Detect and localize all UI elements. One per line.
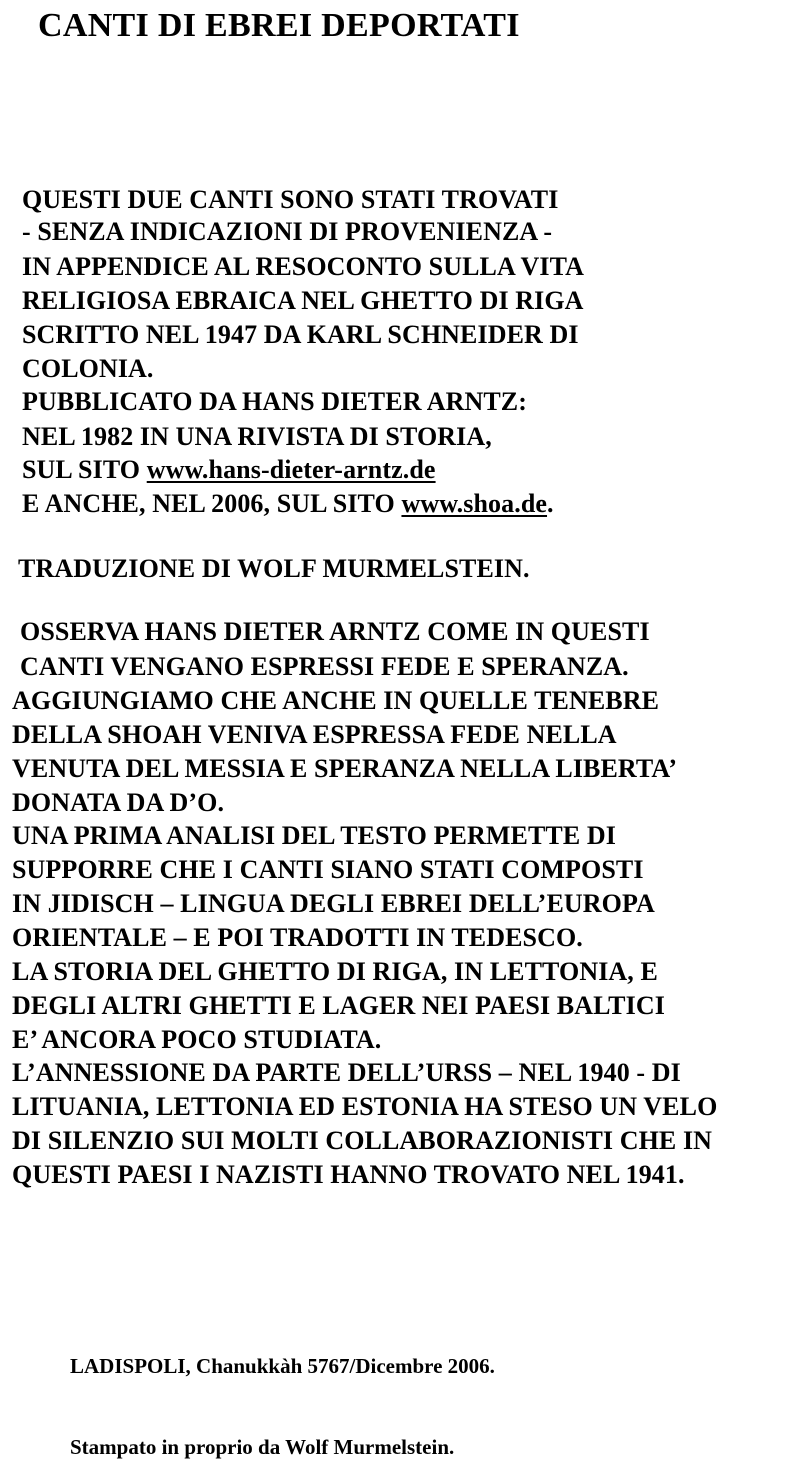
- site-label: E ANCHE, NEL 2006, SUL SITO: [22, 489, 402, 518]
- body-line: OSSERVA HANS DIETER ARNTZ COME IN QUESTI: [20, 617, 650, 646]
- intro-line: SCRITTO NEL 1947 DA KARL SCHNEIDER DI: [22, 320, 579, 349]
- intro-line: - SENZA INDICAZIONI DI PROVENIENZA -: [22, 217, 553, 246]
- body-line: DONATA DA D’O.: [12, 788, 225, 817]
- body-line: DI SILENZIO SUI MOLTI COLLABORAZIONISTI CHE IN: [12, 1126, 713, 1155]
- intro-line-site: [22, 487, 554, 521]
- body-line: VENUTA DEL MESSIA E SPERANZA NELLA LIBERTA’: [12, 754, 678, 783]
- intro-line: COLONIA.: [22, 354, 154, 383]
- period: .: [547, 489, 554, 518]
- printed-by: Stampato in proprio da Wolf Murmelstein.: [70, 1435, 455, 1459]
- body-line: IN JIDISCH – LINGUA DEGLI EBREI DELL’EUROPA: [12, 889, 655, 918]
- site-label: SUL SITO: [22, 455, 147, 484]
- body-line: AGGIUNGIAMO CHE ANCHE IN QUELLE TENEBRE: [12, 686, 660, 715]
- intro-line: PUBBLICATO DA HANS DIETER ARNTZ:: [22, 387, 528, 416]
- intro-line: RELIGIOSA EBRAICA NEL GHETTO DI RIGA: [22, 286, 584, 315]
- body-line: SUPPORRE CHE I CANTI SIANO STATI COMPOSTI: [12, 855, 644, 884]
- body-line: QUESTI PAESI I NAZISTI HANNO TROVATO NEL 1941.: [12, 1160, 685, 1189]
- hans-dieter-arntz-link[interactable]: www.hans-dieter-arntz.de: [146, 455, 436, 484]
- intro-line: NEL 1982 IN UNA RIVISTA DI STORIA,: [22, 422, 492, 451]
- body-line: LITUANIA, LETTONIA ED ESTONIA HA STESO UN VELO: [12, 1092, 718, 1121]
- body-line: ORIENTALE – E POI TRADOTTI IN TEDESCO.: [12, 923, 583, 952]
- intro-line: IN APPENDICE AL RESOCONTO SULLA VITA: [22, 252, 585, 281]
- body-line: CANTI VENGANO ESPRESSI FEDE E SPERANZA.: [20, 652, 629, 681]
- document-title: CANTI DI EBREI DEPORTATI: [38, 7, 520, 44]
- body-line: DEGLI ALTRI GHETTI E LAGER NEI PAESI BALTICI: [12, 991, 665, 1020]
- body-line: E’ ANCORA POCO STUDIATA.: [12, 1025, 382, 1054]
- shoa-link[interactable]: www.shoa.de: [401, 489, 548, 518]
- body-line: UNA PRIMA ANALISI DEL TESTO PERMETTE DI: [12, 821, 616, 850]
- intro-line: QUESTI DUE CANTI SONO STATI TROVATI: [22, 185, 559, 214]
- body-line: LA STORIA DEL GHETTO DI RIGA, IN LETTONIA, E: [12, 957, 658, 986]
- translation-credit: TRADUZIONE DI WOLF MURMELSTEIN.: [18, 554, 530, 583]
- body-line: L’ANNESSIONE DA PARTE DELL’URSS – NEL 1940 - DI: [12, 1058, 681, 1087]
- intro-line-site: [22, 453, 436, 487]
- place-date: LADISPOLI, Chanukkàh 5767/Dicembre 2006.: [70, 1354, 495, 1378]
- body-line: DELLA SHOAH VENIVA ESPRESSA FEDE NELLA: [12, 720, 617, 749]
